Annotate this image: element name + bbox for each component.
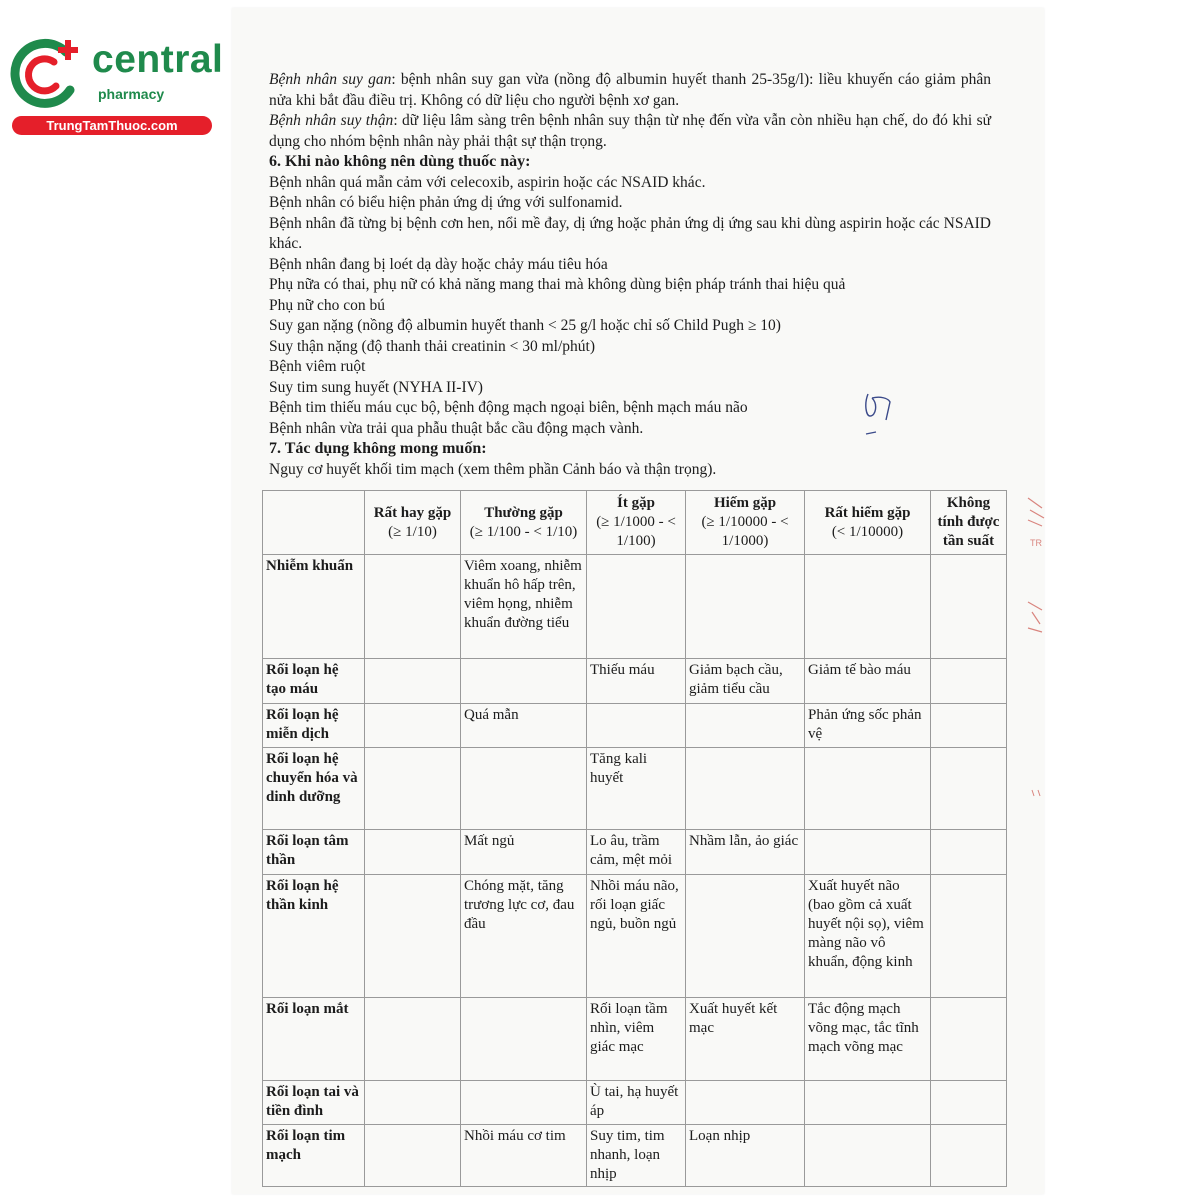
header-label: Rất hay gặp	[373, 504, 452, 521]
renal-paragraph	[269, 111, 991, 152]
section-7-note: Nguy cơ huyết khối tim mạch (xem thêm phần Cảnh báo và thận trọng).	[269, 460, 717, 478]
table-cell	[587, 704, 686, 748]
table-cell	[365, 1081, 461, 1125]
table-cell	[365, 998, 461, 1081]
table-row	[263, 998, 1007, 1081]
table-cell	[931, 555, 1007, 659]
table-row	[263, 1081, 1007, 1125]
category-cell: Rối loạn mắt	[263, 998, 365, 1081]
header-cell	[587, 491, 686, 555]
header-cell	[263, 491, 365, 555]
table-cell: Lo âu, trầm cảm, mệt mỏi	[587, 830, 686, 875]
header-range: (≥ 1/100 - < 1/10)	[469, 523, 578, 540]
table-cell: Loạn nhịp	[686, 1125, 805, 1187]
table-cell	[686, 1081, 805, 1125]
table-cell: Tắc động mạch võng mạc, tắc tĩnh mạch võng mạc	[805, 998, 931, 1081]
table-cell: Rối loạn tầm nhìn, viêm giác mạc	[587, 998, 686, 1081]
table-row	[263, 555, 1007, 659]
contraindication-item: Phụ nữ cho con bú	[269, 296, 386, 314]
table-header-row	[263, 491, 1007, 555]
table-cell	[461, 659, 587, 704]
table-cell	[365, 748, 461, 830]
header-cell	[461, 491, 587, 555]
table-cell	[365, 830, 461, 875]
contraindication-item: Bệnh nhân quá mẫn cảm với celecoxib, aspirin hoặc các NSAID khác.	[269, 173, 706, 191]
table-cell: Viêm xoang, nhiễm khuẩn hô hấp trên, viêm họng, nhiễm khuẩn đường tiểu	[461, 555, 587, 659]
header-range: (≥ 1/10)	[388, 523, 437, 540]
section-6-heading: 6. Khi nào không nên dùng thuốc này:	[269, 153, 531, 170]
header-cell	[686, 491, 805, 555]
header-range: (≥ 1/10000 - < 1/1000)	[701, 514, 789, 549]
logo-site-link[interactable]: TrungTamThuoc.com	[12, 116, 212, 135]
section-7-heading: 7. Tác dụng không mong muốn:	[269, 440, 487, 457]
table-cell: Suy tim, tim nhanh, loạn nhịp	[587, 1125, 686, 1187]
margin-stamp-marks-icon	[1022, 490, 1050, 820]
table-cell: Giảm tế bào máu	[805, 659, 931, 704]
contraindication-item: Bệnh viêm ruột	[269, 358, 366, 375]
hepatic-text: : bệnh nhân suy gan vừa (nồng độ albumin huyết thanh 25-35g/l): liều khuyến cáo giảm phân nửa khi bắt đầu điều trị. Không có dữ liệu cho người bệnh xơ gan.	[269, 71, 991, 109]
category-cell: Rối loạn hệ tạo máu	[263, 659, 365, 704]
table-row	[263, 659, 1007, 704]
table-cell	[931, 830, 1007, 875]
header-label: Hiếm gặp	[713, 495, 777, 511]
contraindication-item: Phụ nữa có thai, phụ nữ có khả năng mang thai mà không dùng biện pháp tránh thai hiệu quả	[269, 276, 846, 293]
table-cell: Giảm bạch cầu, giảm tiểu cầu	[686, 659, 805, 704]
hepatic-label: Bệnh nhân suy gan	[269, 71, 392, 88]
table-cell: Tăng kali huyết	[587, 748, 686, 830]
category-cell: Rối loạn tim mạch	[263, 1125, 365, 1187]
header-label: Không tính được tần suất	[937, 495, 1000, 549]
table-cell	[686, 704, 805, 748]
table-row	[263, 748, 1007, 830]
table-cell: Nhồi máu cơ tim	[461, 1125, 587, 1187]
table-row	[263, 875, 1007, 998]
table-cell: Mất ngủ	[461, 830, 587, 875]
table-cell	[587, 555, 686, 659]
contraindication-item: Suy gan nặng (nồng độ albumin huyết thanh < 25 g/l hoặc chỉ số Child Pugh ≥ 10)	[269, 317, 781, 334]
table-cell	[805, 555, 931, 659]
table-cell	[365, 875, 461, 998]
table-cell	[931, 1125, 1007, 1187]
handwritten-initial-icon	[862, 390, 896, 440]
table-cell	[805, 830, 931, 875]
header-range: (≥ 1/1000 - < 1/100)	[596, 514, 676, 549]
table-cell	[461, 998, 587, 1081]
header-cell	[365, 491, 461, 555]
header-cell	[805, 491, 931, 555]
renal-text: : dữ liệu lâm sàng trên bệnh nhân suy thận từ nhẹ đến vừa vẫn còn nhiều hạn chế, do đó khi sử dụng cho nhóm bệnh nhân này phải thật sự thận trọng.	[269, 112, 991, 150]
table-cell	[365, 1125, 461, 1187]
table-row	[263, 830, 1007, 875]
table-cell: Thiếu máu	[587, 659, 686, 704]
table-cell: Nhồi máu não, rối loạn giấc ngủ, buồn ngủ	[587, 875, 686, 998]
table-cell	[805, 1081, 931, 1125]
contraindication-item: Bệnh nhân đã từng bị bệnh cơn hen, nổi mề đay, dị ứng hoặc phản ứng dị ứng sau khi dùng aspirin hoặc các NSAID khác.	[269, 214, 991, 252]
table-cell	[365, 555, 461, 659]
header-label: Thường gặp	[484, 504, 563, 521]
header-cell	[931, 491, 1007, 555]
table-cell: Quá mẫn	[461, 704, 587, 748]
table-cell	[461, 748, 587, 830]
table-cell	[931, 704, 1007, 748]
table-cell: Nhầm lẫn, ảo giác	[686, 830, 805, 875]
table-cell	[931, 875, 1007, 998]
table-cell	[365, 704, 461, 748]
pharmacy-logo[interactable]	[10, 36, 224, 136]
table-cell	[365, 659, 461, 704]
table-cell: Xuất huyết kết mạc	[686, 998, 805, 1081]
table-cell	[686, 555, 805, 659]
header-range: (< 1/10000)	[831, 523, 904, 540]
table-cell	[461, 1081, 587, 1125]
contraindication-item: Bệnh nhân có biểu hiện phản ứng dị ứng với sulfonamid.	[269, 194, 623, 211]
central-logo-icon	[10, 38, 84, 112]
table-cell: Xuất huyết não (bao gồm cả xuất huyết nội sọ), viêm màng não vô khuẩn, động kinh	[805, 875, 931, 998]
category-cell: Rối loạn hệ miễn dịch	[263, 704, 365, 748]
logo-name: central	[92, 38, 224, 81]
table-cell	[931, 998, 1007, 1081]
adverse-effects-table	[262, 490, 1007, 1187]
contraindication-item: Bệnh nhân đang bị loét dạ dày hoặc chảy máu tiêu hóa	[269, 255, 608, 273]
table-cell	[805, 1125, 931, 1187]
category-cell: Rối loạn tâm thần	[263, 830, 365, 875]
contraindication-item: Suy thận nặng (độ thanh thải creatinin < 30 ml/phút)	[269, 337, 595, 355]
contraindication-item: Bệnh nhân vừa trải qua phẫu thuật bắc cầu động mạch vành.	[269, 419, 644, 437]
table-cell	[931, 748, 1007, 830]
table-cell: Ù tai, hạ huyết áp	[587, 1081, 686, 1125]
category-cell: Rối loạn hệ chuyển hóa và dinh dưỡng	[263, 748, 365, 830]
table-cell	[805, 748, 931, 830]
table-cell	[931, 1081, 1007, 1125]
renal-label: Bệnh nhân suy thận	[269, 112, 394, 129]
table-cell: Phản ứng sốc phản vệ	[805, 704, 931, 748]
header-label: Rất hiếm gặp	[824, 504, 911, 521]
contraindication-item: Bệnh tim thiếu máu cục bộ, bệnh động mạch ngoại biên, bệnh mạch máu não	[269, 399, 748, 416]
svg-text:TR: TR	[1030, 538, 1042, 548]
table-cell	[686, 875, 805, 998]
table-row	[263, 704, 1007, 748]
category-cell: Rối loạn tai và tiền đình	[263, 1081, 365, 1125]
header-label: Ít gặp	[617, 495, 655, 511]
category-cell: Nhiễm khuẩn	[263, 555, 365, 659]
table-cell	[931, 659, 1007, 704]
contraindication-item: Suy tim sung huyết (NYHA II-IV)	[269, 378, 483, 396]
table-cell: Chóng mặt, tăng trương lực cơ, đau đầu	[461, 875, 587, 998]
table-row	[263, 1125, 1007, 1187]
logo-subtitle: pharmacy	[98, 86, 165, 102]
hepatic-paragraph	[269, 70, 991, 111]
category-cell: Rối loạn hệ thần kinh	[263, 875, 365, 998]
table-cell	[686, 748, 805, 830]
